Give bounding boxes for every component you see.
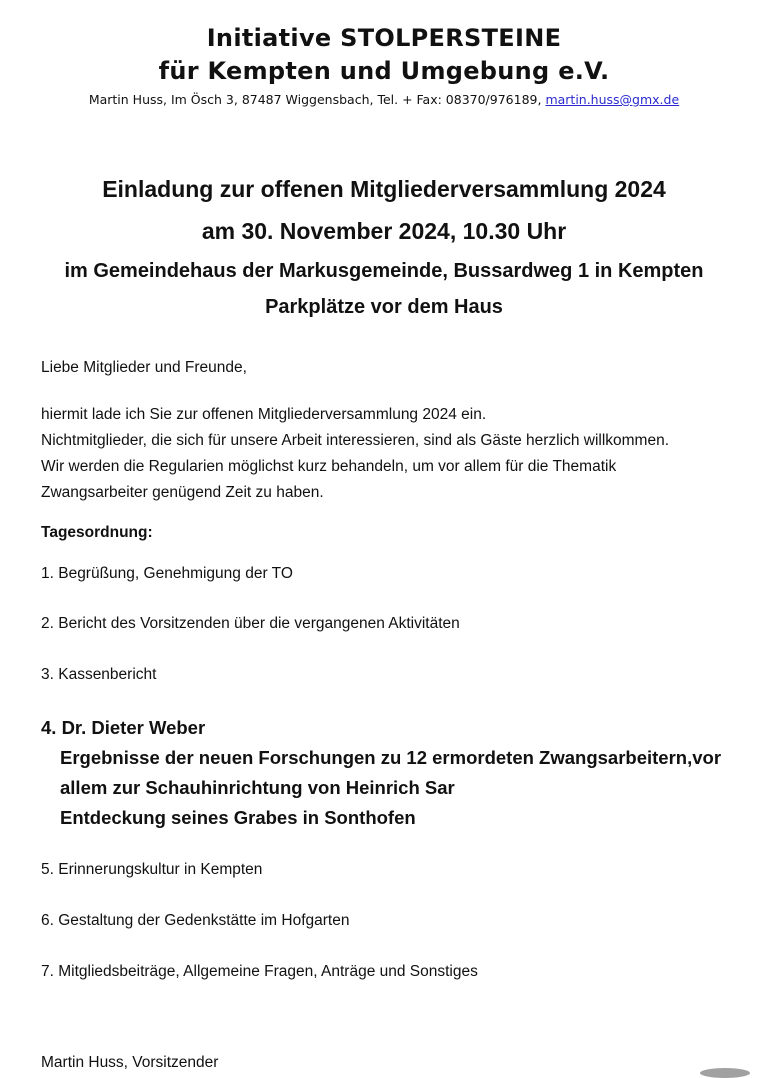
signature: Martin Huss, Vorsitzender: [41, 1054, 219, 1071]
agenda-item-5: 5. Erinnerungskultur in Kempten: [41, 861, 263, 878]
agenda-item-1: 1. Begrüßung, Genehmigung der TO: [41, 565, 293, 582]
agenda-item-4-line: Ergebnisse der neuen Forschungen zu 12 ermordeten Zwangsarbeitern,vor: [60, 747, 722, 768]
agenda-item-4-line: Entdeckung seines Grabes in Sonthofen: [60, 807, 416, 828]
paragraph-line: Wir werden die Regularien möglichst kurz behandeln, um vor allem für die Thematik: [41, 458, 617, 475]
headline-parking: Parkplätze vor dem Haus: [265, 296, 503, 318]
agenda-item-2: 2. Bericht des Vorsitzenden über die vergangenen Aktivitäten: [41, 615, 460, 632]
email-link[interactable]: martin.huss@gmx.de: [545, 92, 680, 107]
paragraph-line: Zwangsarbeiter genügend Zeit zu haben.: [41, 484, 324, 501]
paragraph-line: hiermit lade ich Sie zur offenen Mitgliederversammlung 2024 ein.: [41, 406, 487, 423]
org-name-line1: Initiative STOLPERSTEINE: [206, 24, 562, 52]
agenda-item-7: 7. Mitgliedsbeiträge, Allgemeine Fragen, Anträge und Sonstiges: [41, 963, 478, 980]
agenda-item-3: 3. Kassenbericht: [41, 666, 157, 683]
contact-address: [0, 92, 768, 107]
agenda-item-6: 6. Gestaltung der Gedenkstätte im Hofgarten: [41, 912, 350, 929]
paragraph-line: Nichtmitglieder, die sich für unsere Arbeit interessieren, sind als Gäste herzlich willkommen.: [41, 432, 670, 449]
address-text: Martin Huss, Im Ösch 3, 87487 Wiggensbach, Tel. + Fax: 08370/976189,: [88, 92, 546, 107]
agenda-item-4-line: allem zur Schauhinrichtung von Heinrich Sar: [60, 777, 455, 798]
agenda-title: Tagesordnung:: [41, 524, 153, 541]
edge-shadow: [700, 1068, 750, 1078]
headline-title: Einladung zur offenen Mitgliederversammlung 2024: [102, 176, 666, 202]
headline-location: im Gemeindehaus der Markusgemeinde, Bussardweg 1 in Kempten: [64, 260, 704, 282]
agenda-item-4-title: 4. Dr. Dieter Weber: [41, 717, 206, 738]
org-name-line2: für Kempten und Umgebung e.V.: [158, 57, 610, 85]
headline-date: am 30. November 2024, 10.30 Uhr: [201, 218, 567, 244]
greeting: Liebe Mitglieder und Freunde,: [41, 359, 247, 376]
